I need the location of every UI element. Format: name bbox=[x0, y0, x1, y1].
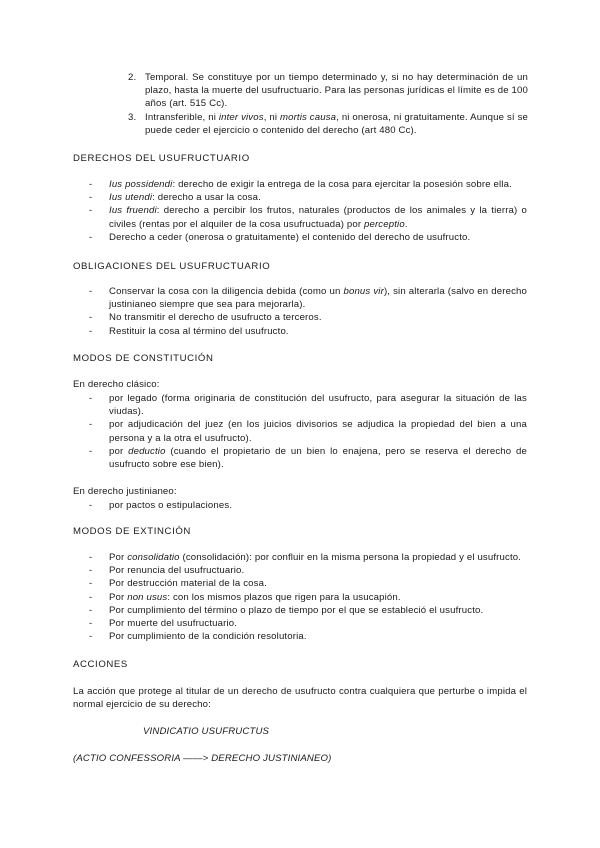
extincion-list bbox=[88, 551, 527, 643]
heading-extincion: MODOS DE EXTINCIÓN bbox=[73, 526, 191, 537]
list-item: - por legado (forma originaria de constitución del usufructo, para asegurar la situación de las viudas). bbox=[89, 393, 527, 418]
list-item: - Ius utendi: derecho a usar la cosa. bbox=[89, 192, 261, 204]
list-item: - Ius fruendi: derecho a percibir los frutos, naturales (productos de los animales y la tierra) o civiles (rentas por el alquiler de la cosa usufructuada) por perceptio. bbox=[89, 205, 527, 230]
clasico-list bbox=[88, 392, 527, 471]
confessoria-note: (ACTIO CONFESSORIA ——> DERECHO JUSTINIANEO) bbox=[73, 753, 332, 764]
item-number: 3. bbox=[128, 111, 137, 123]
list-item: - por adjudicación del juez (en los juicios divisorios se adjudica la propiedad del bien a una persona y a la otra el usufructo). bbox=[89, 419, 527, 444]
list-item: - Por cumplimiento del término o plazo de tiempo por el que se estableció el usufructo. bbox=[89, 604, 484, 616]
heading-obligaciones: OBLIGACIONES DEL USUFRUCTUARIO bbox=[73, 261, 271, 272]
list-item: - por pactos o estipulaciones. bbox=[89, 500, 233, 511]
heading-acciones: ACCIONES bbox=[73, 659, 128, 670]
item-text: Temporal. Se constituye por un tiempo determinado y, si no hay determinación de un plazo, hasta la muerte del usufructuario. Para las personas jurídicas el límite es de 100 años (art. 515 Cc). bbox=[145, 72, 528, 110]
list-item: - Por non usus: con los mismos plazos que rigen para la usucapión. bbox=[89, 591, 401, 603]
numbered-item-2 bbox=[128, 71, 528, 111]
numbered-item-3 bbox=[128, 111, 528, 137]
list-item: - Por muerte del usufructuario. bbox=[89, 618, 238, 630]
list-item: - Derecho a ceder (onerosa o gratuitamente) el contenido del derecho de usufructo. bbox=[89, 231, 471, 243]
item-text: Intransferible, ni inter vivos, ni mortis causa, ni onerosa, ni gratuitamente. Aunque sí se puede ceder el ejercicio o contenido del derecho (art 480 Cc). bbox=[145, 111, 528, 136]
derechos-list bbox=[88, 178, 527, 244]
list-item: - Ius possidendi: derecho de exigir la entrega de la cosa para ejercitar la posesión sobre ella. bbox=[89, 179, 512, 190]
list-item: - Restituir la cosa al término del usufructo. bbox=[89, 325, 289, 337]
list-item: - Por destrucción material de la cosa. bbox=[89, 578, 267, 590]
list-item: - Conservar la cosa con la diligencia debida (como un bonus vir), sin alterarla (salvo en derecho justinianeo siempre que sea para mejorarla). bbox=[89, 286, 527, 311]
item-number: 2. bbox=[128, 72, 137, 83]
list-item: - No transmitir el derecho de usufructo a terceros. bbox=[89, 312, 322, 324]
clasico-label: En derecho clásico: bbox=[73, 379, 160, 390]
list-item: - Por renuncia del usufructuario. bbox=[89, 565, 245, 577]
heading-derechos: DERECHOS DEL USUFRUCTUARIO bbox=[73, 153, 250, 164]
justinianeo-label: En derecho justinianeo: bbox=[73, 486, 177, 497]
obligaciones-list bbox=[88, 285, 527, 338]
justinianeo-list bbox=[88, 499, 527, 512]
list-item: - Por consolidatio (consolidación): por confluir en la misma persona la propiedad y el usufructo. bbox=[89, 552, 522, 563]
list-item: - por deductio (cuando el propietario de un bien lo enajena, pero se reserva el derecho de usufructo sobre ese bien). bbox=[89, 445, 527, 471]
numbered-list bbox=[128, 71, 528, 137]
vindicatio-title: VINDICATIO USUFRUCTUS bbox=[143, 726, 270, 737]
heading-constitucion: MODOS DE CONSTITUCIÓN bbox=[73, 353, 214, 364]
list-item: - Por cumplimiento de la condición resolutoria. bbox=[89, 631, 307, 643]
acciones-paragraph: La acción que protege al titular de un derecho de usufructo contra cualquiera que perturbe o impida el normal ejercicio de su derecho: bbox=[73, 686, 527, 711]
